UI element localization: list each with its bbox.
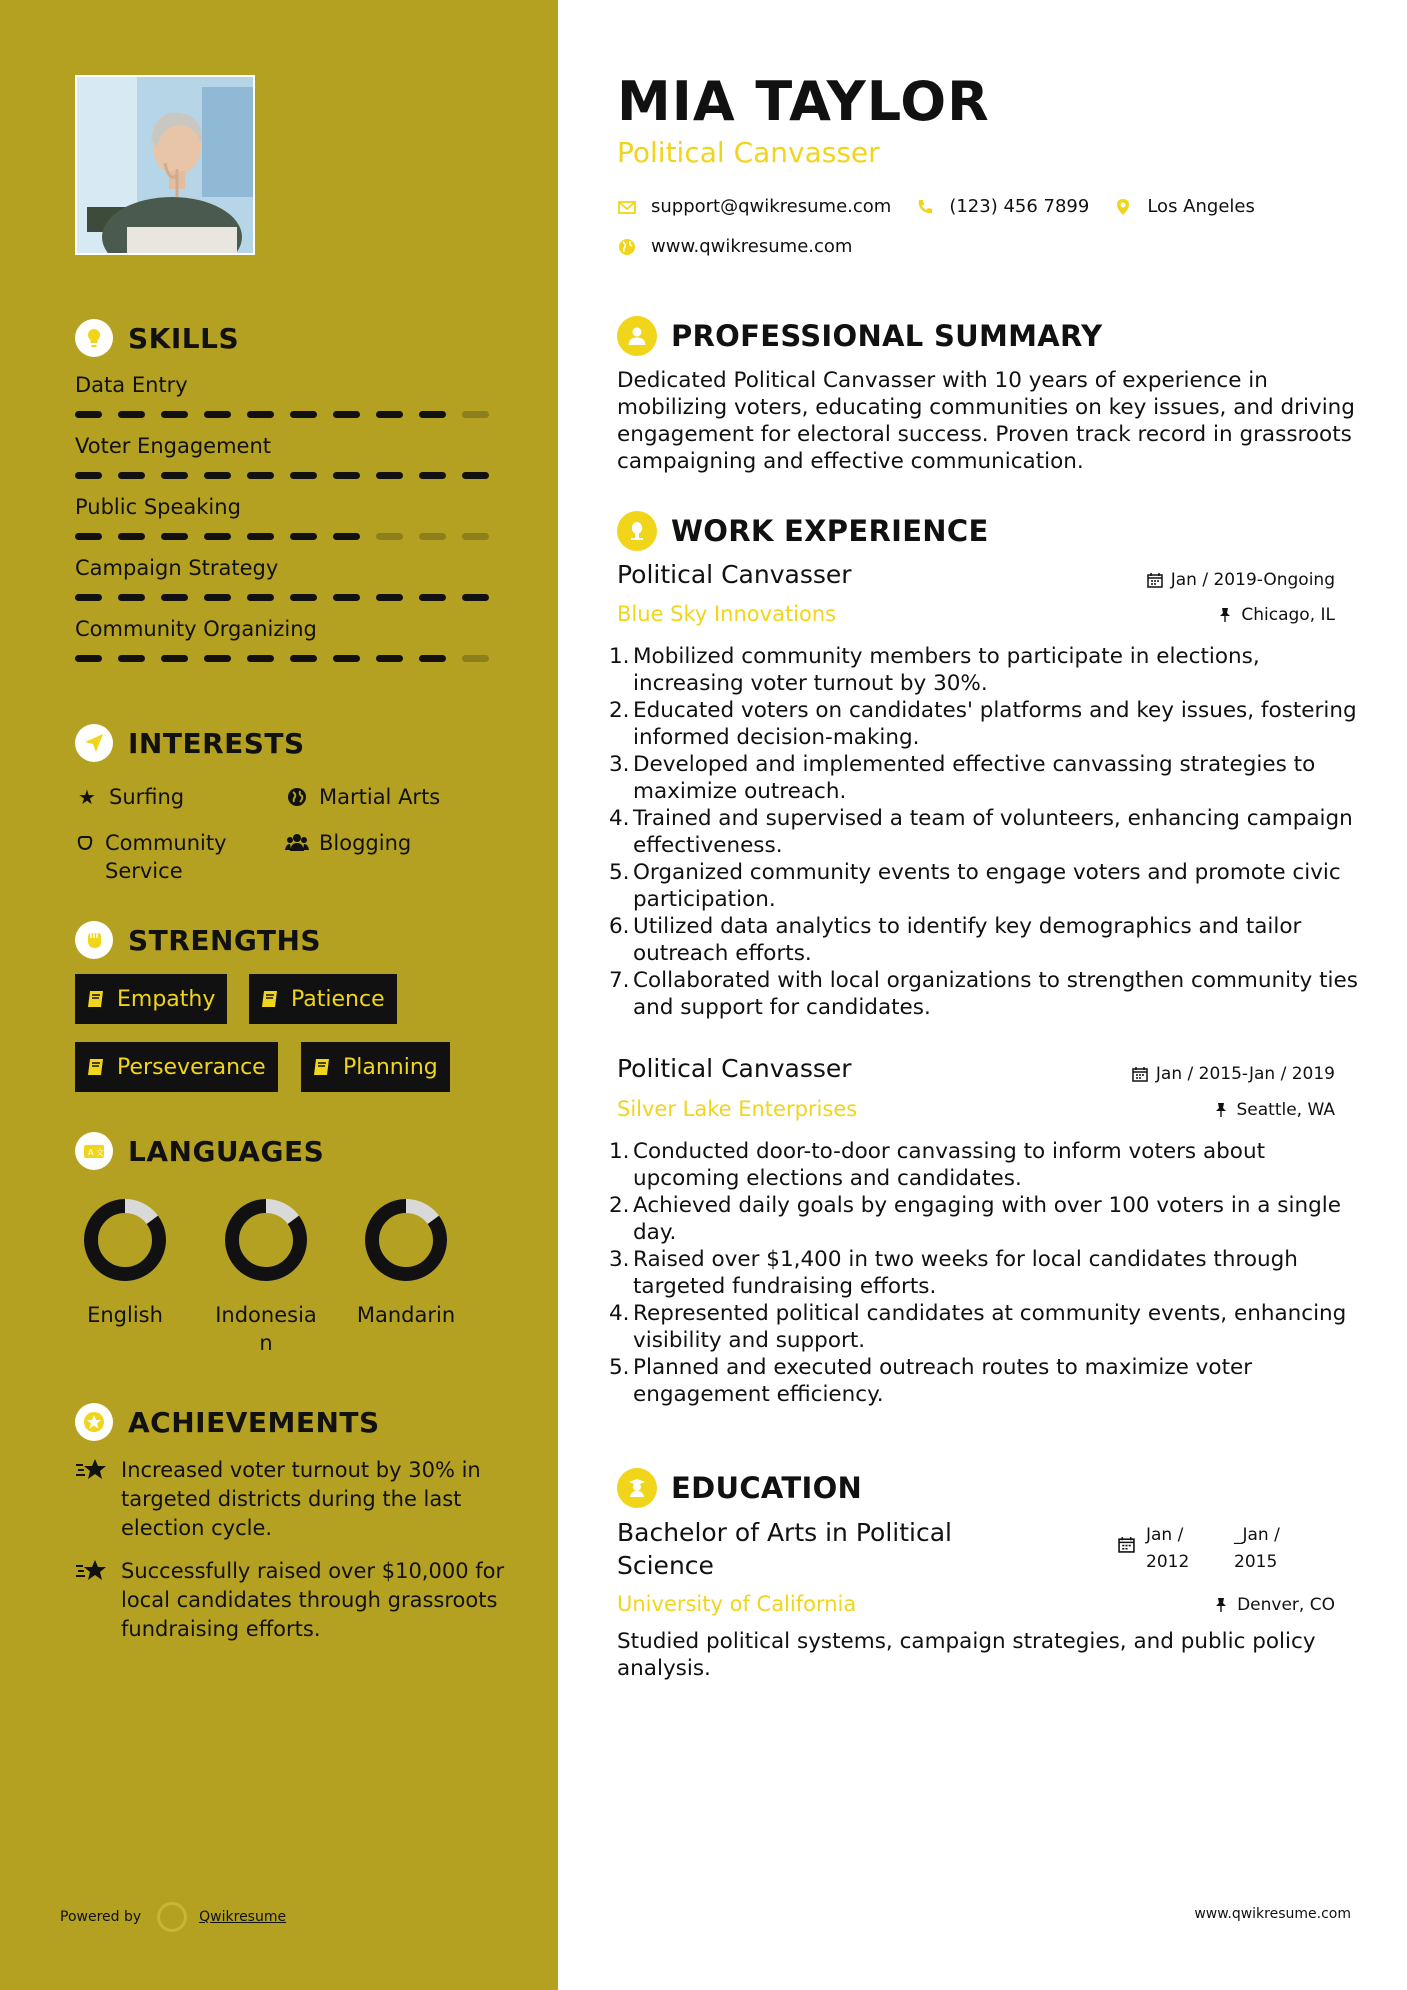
job-bullets: [609, 643, 1362, 1021]
website-text[interactable]: www.qwikresume.com: [651, 236, 853, 257]
job-location: Seattle, WA: [1213, 1100, 1336, 1120]
bullet-number: 4.: [609, 806, 630, 831]
hand-icon: [75, 829, 95, 860]
bullet-text: Planned and executed outreach routes to maximize voter engagement efficiency.: [633, 1355, 1253, 1407]
skill-segment: [75, 594, 102, 601]
location-text: Los Angeles: [1147, 196, 1255, 217]
degree-title: Bachelor of Arts in Political Science: [617, 1518, 952, 1580]
calendar-icon: [1132, 1066, 1148, 1082]
skill-segment: [75, 411, 102, 418]
powered-by: Powered by Qwikresume: [60, 1902, 286, 1932]
skill-segment: [75, 533, 102, 540]
interest-item: Blogging: [285, 829, 411, 860]
skill-segment: [462, 594, 489, 601]
achievement-item: [75, 1557, 505, 1644]
achievements-title: ACHIEVEMENTS: [128, 1405, 380, 1439]
main-content: [558, 0, 1407, 1990]
job-bullet: [609, 967, 1362, 1021]
skill-segment: [204, 472, 231, 479]
skill-label: Public Speaking: [75, 495, 241, 519]
skill-segment: [161, 472, 188, 479]
email-item: [617, 196, 891, 217]
job-bullet: [609, 805, 1362, 859]
bullet-number: 7.: [609, 968, 630, 993]
skill-level-bar: [75, 411, 505, 419]
bullet-text: Developed and implemented effective canvassing strategies to maximize outreach.: [633, 752, 1316, 804]
skill-segment: [161, 594, 188, 601]
skill-segment: [247, 655, 274, 662]
skill-segment: [376, 594, 403, 601]
skill-segment: [376, 533, 403, 540]
interests-title: INTERESTS: [128, 726, 305, 760]
language-name: Indonesia n: [215, 1303, 317, 1355]
achievement-item: [75, 1456, 505, 1543]
bullet-number: 1.: [609, 1139, 630, 1164]
bullet-number: 4.: [609, 1301, 630, 1326]
summary-text: Dedicated Political Canvasser with 10 years of experience in mobilizing voters, educating communities on key issues, and driving engagement for electoral success. Proven track record in grassroots campaigning and effective communication.: [617, 368, 1355, 474]
language-donut: [82, 1197, 168, 1283]
strengths-section: [75, 920, 505, 1100]
skill-segment: [376, 411, 403, 418]
map-pin-icon: [1113, 197, 1133, 217]
skill-level-bar: [75, 594, 505, 602]
skill-segment: [419, 594, 446, 601]
skill-segment: [333, 594, 360, 601]
bullet-number: 2.: [609, 698, 630, 723]
bullet-text: Achieved daily goals by engaging with over 100 voters in a single day.: [633, 1193, 1341, 1245]
bullet-number: 5.: [609, 1355, 630, 1380]
job-bullet: [609, 913, 1362, 967]
users-icon: [285, 829, 309, 860]
language-icon: [75, 1132, 113, 1170]
skill-segment: [118, 411, 145, 418]
skill-segment: [419, 655, 446, 662]
education-end-date: _Jan / 2015: [1234, 1525, 1280, 1572]
skill-label: Voter Engagement: [75, 434, 271, 458]
paper-plane-icon: [75, 724, 113, 762]
candidate-name: MIA TAYLOR: [617, 70, 990, 133]
bullet-text: Trained and supervised a team of volunteers, enhancing campaign effectiveness.: [633, 806, 1353, 858]
skill-segment: [333, 533, 360, 540]
job-bullet: [609, 1138, 1362, 1192]
achievement-star-icon: [75, 1403, 113, 1441]
job-dates: Jan / 2015-Jan / 2019: [1132, 1064, 1335, 1084]
skill-segment: [118, 472, 145, 479]
skill-segment: [204, 594, 231, 601]
bullet-text: Collaborated with local organizations to strengthen community ties and support for candidates.: [633, 968, 1358, 1020]
job-bullet: [609, 1354, 1362, 1408]
job-bullet: [609, 859, 1362, 913]
skills-title: SKILLS: [128, 321, 240, 355]
skill-level-bar: [75, 472, 505, 480]
bullet-text: Conducted door-to-door canvassing to inform voters about upcoming elections and candidates.: [633, 1139, 1266, 1191]
qwikresume-logo-icon: [157, 1902, 187, 1932]
skill-segment: [204, 655, 231, 662]
skill-level-bar: [75, 655, 505, 663]
star-icon: ★: [78, 785, 96, 809]
skill-segment: [290, 533, 317, 540]
strength-chip: Patience: [249, 974, 397, 1024]
skill-segment: [290, 472, 317, 479]
skill-segment: [290, 411, 317, 418]
phone-item: [915, 196, 1089, 217]
globe-icon: [617, 237, 637, 257]
bullet-text: Utilized data analytics to identify key demographics and tailor outreach efforts.: [633, 914, 1302, 966]
interest-item: Community Service: [75, 829, 275, 885]
bullet-text: Organized community events to engage voters and promote civic participation.: [633, 860, 1341, 912]
pushpin-icon: [1213, 1597, 1229, 1613]
skill-segment: [75, 655, 102, 662]
education-description: Studied political systems, campaign strategies, and public policy analysis.: [617, 1629, 1316, 1681]
strengths-title: STRENGTHS: [128, 923, 322, 957]
education-start-date: Jan / 2012: [1146, 1525, 1190, 1572]
bullet-number: 2.: [609, 1193, 630, 1218]
skill-item: [75, 490, 505, 541]
job-bullet: [609, 1192, 1362, 1246]
job-bullet: [609, 1300, 1362, 1354]
interest-item: Martial Arts: [285, 783, 440, 814]
skill-segment: [204, 411, 231, 418]
skill-segment: [290, 655, 317, 662]
achievements-section: [75, 1402, 505, 1644]
briefcase-icon: [617, 511, 657, 551]
skill-segment: [462, 472, 489, 479]
bullet-text: Represented political candidates at community events, enhancing visibility and support.: [633, 1301, 1347, 1353]
job-title: Political Canvasser: [617, 1054, 852, 1083]
skill-segment: [462, 533, 489, 540]
bullet-number: 5.: [609, 860, 630, 885]
user-icon: [617, 316, 657, 356]
bullet-text: Educated voters on candidates' platforms and key issues, fostering informed decision-making.: [633, 698, 1357, 750]
skill-segment: [290, 594, 317, 601]
language-name: Mandarin: [356, 1303, 456, 1327]
skill-label: Community Organizing: [75, 617, 317, 641]
language-item: [196, 1197, 336, 1357]
skill-segment: [204, 533, 231, 540]
skill-label: Data Entry: [75, 373, 188, 397]
skill-segment: [462, 411, 489, 418]
skill-segment: [161, 411, 188, 418]
achievement-text: Successfully raised over $10,000 for local candidates through grassroots fundraising efforts.: [121, 1559, 505, 1641]
contact-row: [617, 196, 1279, 217]
skill-segment: [376, 472, 403, 479]
bullet-number: 6.: [609, 914, 630, 939]
language-item: [55, 1197, 195, 1329]
pushpin-icon: [1217, 607, 1233, 623]
skill-segment: [118, 533, 145, 540]
bullet-number: 3.: [609, 752, 630, 777]
svg-text:A 文: A 文: [88, 1148, 105, 1157]
qwikresume-link[interactable]: Qwikresume: [199, 1909, 287, 1925]
shooting-star-icon: [75, 1456, 109, 1484]
bullet-text: Mobilized community members to participate in elections, increasing voter turnout by 30%.: [633, 644, 1260, 696]
graduate-icon: [617, 1468, 657, 1508]
website-item: [617, 236, 852, 257]
job-title: Political Canvasser: [617, 560, 852, 589]
skill-segment: [333, 411, 360, 418]
book-icon: [87, 989, 105, 1009]
achievement-text: Increased voter turnout by 30% in targeted districts during the last election cycle.: [121, 1458, 481, 1540]
skill-item: [75, 551, 505, 602]
skill-segment: [419, 472, 446, 479]
skill-segment: [333, 472, 360, 479]
skill-segment: [247, 533, 274, 540]
skill-segment: [419, 533, 446, 540]
interests-list: [75, 771, 505, 883]
skill-segment: [75, 472, 102, 479]
location-item: [1113, 196, 1255, 217]
job-bullet: [609, 1246, 1362, 1300]
skill-item: [75, 368, 505, 419]
calendar-icon: [1147, 572, 1163, 588]
shooting-star-icon: [75, 1557, 109, 1585]
languages-title: LANGUAGES: [128, 1134, 325, 1168]
phone-text: (123) 456 7899: [949, 196, 1090, 217]
book-icon: [313, 1057, 331, 1077]
bullet-number: 1.: [609, 644, 630, 669]
strength-chip: Empathy: [75, 974, 227, 1024]
envelope-icon: [617, 197, 637, 217]
fist-icon: [75, 921, 113, 959]
skills-section: [75, 318, 505, 663]
company-name: Blue Sky Innovations: [617, 602, 837, 626]
skill-segment: [247, 472, 274, 479]
company-name: Silver Lake Enterprises: [617, 1097, 858, 1121]
bullet-number: 3.: [609, 1247, 630, 1272]
school-name: University of California: [617, 1592, 857, 1616]
job-bullets: [609, 1138, 1362, 1408]
job-bullet: [609, 697, 1362, 751]
skill-item: [75, 612, 505, 663]
strength-chip: Perseverance: [75, 1042, 278, 1092]
education-location: Denver, CO: [1213, 1595, 1335, 1615]
strength-chip: Planning: [301, 1042, 450, 1092]
job-dates: Jan / 2019-Ongoing: [1147, 570, 1335, 590]
footer-url[interactable]: www.qwikresume.com: [1194, 1906, 1351, 1922]
sidebar: [0, 0, 558, 1990]
job-location: Chicago, IL: [1217, 605, 1335, 625]
website-row: [617, 236, 876, 257]
language-donut: [223, 1197, 309, 1283]
interests-section: [75, 723, 505, 883]
skill-segment: [247, 411, 274, 418]
skill-segment: [161, 533, 188, 540]
summary-heading: PROFESSIONAL SUMMARY: [617, 314, 1102, 358]
language-item: [336, 1197, 476, 1329]
bullet-text: Raised over $1,400 in two weeks for local candidates through targeted fundraising efforts.: [633, 1247, 1298, 1299]
skill-label: Campaign Strategy: [75, 556, 279, 580]
skill-segment: [376, 655, 403, 662]
calendar-icon: [1118, 1536, 1135, 1553]
book-icon: [87, 1057, 105, 1077]
skill-segment: [247, 594, 274, 601]
job-bullet: [609, 643, 1362, 697]
language-name: English: [87, 1303, 163, 1327]
skill-segment: [118, 594, 145, 601]
skill-segment: [419, 411, 446, 418]
lightbulb-icon: [75, 319, 113, 357]
languages-section: [75, 1131, 505, 1371]
skill-level-bar: [75, 533, 505, 541]
skill-segment: [161, 655, 188, 662]
job-bullet: [609, 751, 1362, 805]
experience-heading: WORK EXPERIENCE: [617, 509, 989, 553]
candidate-role: Political Canvasser: [617, 136, 880, 169]
skill-segment: [462, 655, 489, 662]
education-heading: EDUCATION: [617, 1466, 862, 1510]
pushpin-icon: [1213, 1102, 1229, 1118]
globe-icon: [285, 783, 309, 814]
skill-item: [75, 429, 505, 480]
skill-segment: [118, 655, 145, 662]
profile-photo: [75, 75, 255, 255]
phone-icon: [915, 197, 935, 217]
interest-item: ★ Surfing: [75, 783, 184, 811]
skill-segment: [333, 655, 360, 662]
book-icon: [261, 989, 279, 1009]
language-donut: [363, 1197, 449, 1283]
email-text[interactable]: support@qwikresume.com: [651, 196, 892, 217]
